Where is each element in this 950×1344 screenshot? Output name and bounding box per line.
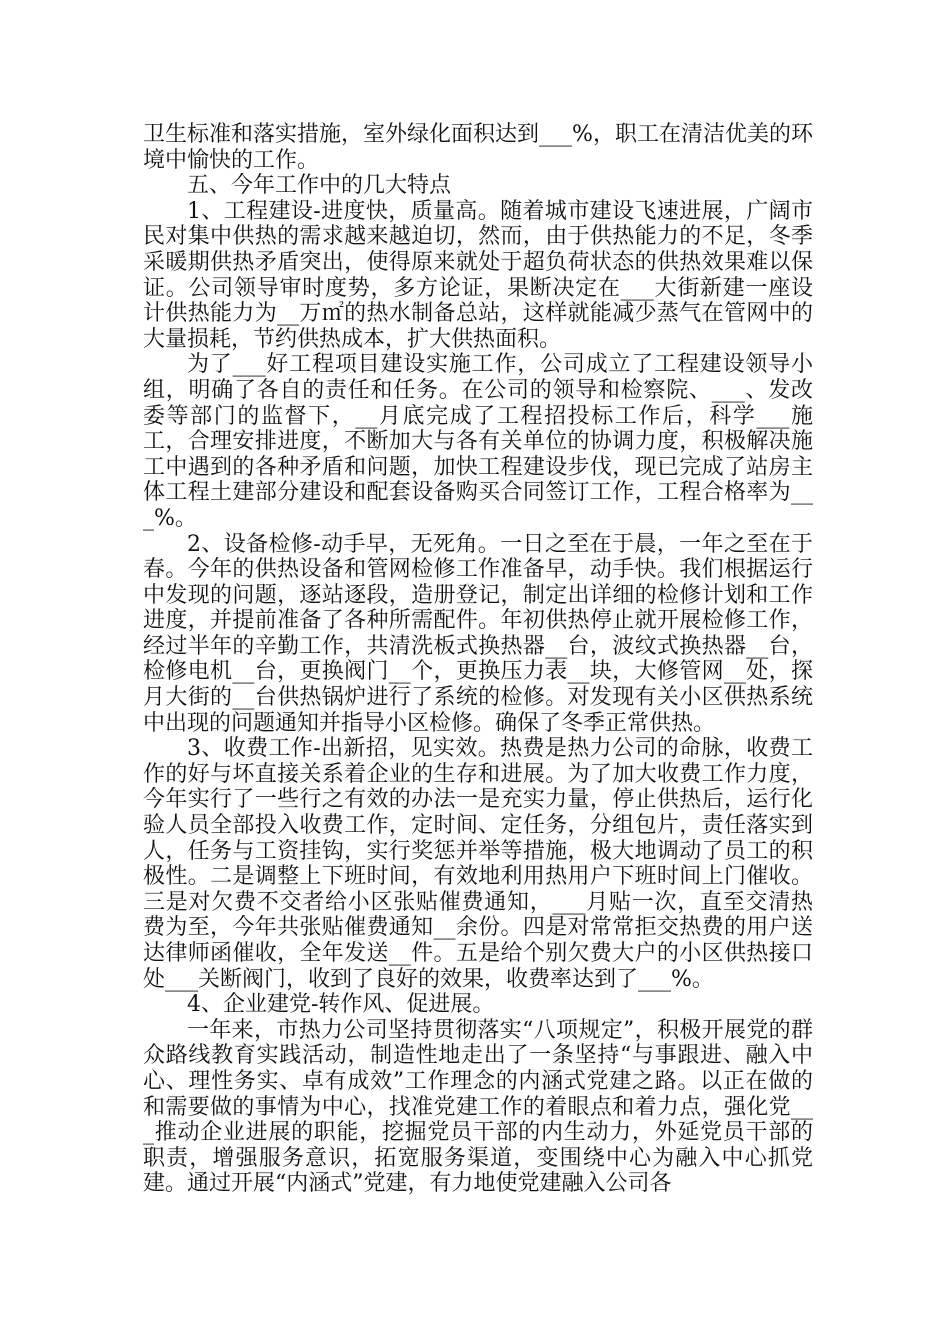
paragraph-greening: 卫生标准和落实措施，室外绿化面积达到___%，职工在清洁优美的环境中愉快的工作。 <box>143 122 813 173</box>
document-body <box>143 122 813 1197</box>
subheading-party-building: 4、企业建党-转作风、促进展。 <box>187 992 495 1018</box>
paragraph-equipment-maintenance: 2、设备检修-动手早，无死角。一日之至在于晨，一年之至在于春。今年的供热设备和管网检修工作准备早，动手快。我们根据运行中发现的问题，逐站逐段，造册登记，制定出详细的检修计划和工作进度，并提前准备了各种所需配件。年初供热停止就开展检修工作，经过半年的辛勤工作，共清洗板式换热器__台，波纹式换热器__台，检修电机__台，更换阀门__个，更换压力表__块，大修管网__处，探月大街的__台供热锅炉进行了系统的检修。对发现有关小区供热系统中出现的问题通知并指导小区检修。确保了冬季正常供热。 <box>143 531 813 736</box>
paragraph-engineering: 1、工程建设-进度快，质量高。随着城市建设飞速进展，广阔市民对集中供热的需求越来越迫切，然而，由于供热能力的不足，冬季采暖期供热矛盾突出，使得原来就处于超负荷状态的供热效果难以保证。公司领导审时度势，多方论证，果断决定在___大街新建一座设计供热能力为__万㎡的热水制备总站，这样就能减少蒸气在管网中的大量损耗，节约供热成本，扩大供热面积。 <box>143 198 813 352</box>
paragraph-project-implementation: 为了___好工程项目建设实施工作，公司成立了工程建设领导小组，明确了各自的责任和任务。在公司的领导和检察院、___、发改委等部门的监督下，__月底完成了工程招投标工作后，科学___施工，合理安排进度，不断加大与各有关单位的协调力度，积极解决施工中遇到的各种矛盾和问题，加快工程建设步伐，现已完成了站房主体工程土建部分建设和配套设备购买合同签订工作，工程合格率为___%。 <box>143 352 813 531</box>
section-heading-features: 五、今年工作中的几大特点 <box>187 173 452 199</box>
paragraph-fee-collection: 3、收费工作-出新招，见实效。热费是热力公司的命脉，收费工作的好与坏直接关系着企业的生存和进展。为了加大收费工作力度，今年实行了一些行之有效的办法一是充实力量，停止供热后，运行化验人员全部投入收费工作，定时间、定任务，分组包片，责任落实到人，任务与工资挂钩，实行奖惩并举等措施，极大地调动了员工的积极性。二是调整上下班时间，有效地利用热用户下班时间上门催收。三是对欠费不交者给小区张贴催费通知，___月贴一次，直至交清热费为至，今年共张贴催费通知__余份。四是对常常拒交热费的用户送达律师函催收，全年发送__件。五是给个别欠费大户的小区供热接口处___关断阀门，收到了良好的效果，收费率达到了___%。 <box>143 736 813 992</box>
paragraph-party-building: 一年来，市热力公司坚持贯彻落实“八项规定”，积极开展党的群众路线教育实践活动，制造性地走出了一条坚持“与事跟进、融入中心、理性务实、卓有成效”工作理念的内涵式党建之路。以正在做的和需要做的事情为中心，找准党建工作的着眼点和着力点，强化党___推动企业进展的职能，挖掘党员干部的内生动力，外延党员干部的职责，增强服务意识，拓宽服务渠道，变围绕中心为融入中心抓党建。通过开展“内涵式”党建，有力地使党建融入公司各 <box>143 1017 813 1197</box>
